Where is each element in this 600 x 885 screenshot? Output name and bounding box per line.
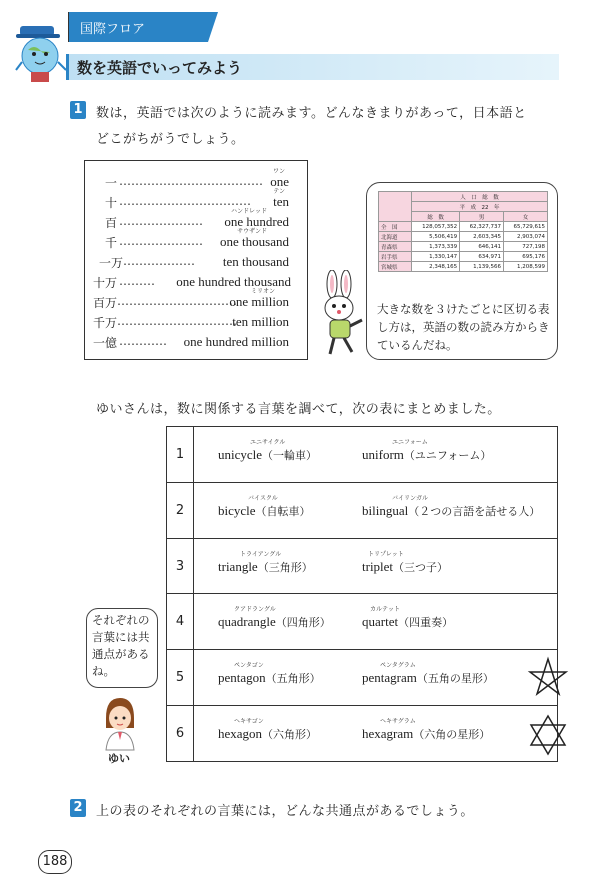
number-dots: ……………………………… (119, 174, 263, 188)
number-reading-box (84, 160, 308, 360)
section-tab-label: 国際フロア (80, 22, 146, 37)
page-number: 188 (38, 850, 72, 874)
q1-line1: 数は，英語では次のように読みます。どんなきまりがあって，日本語と (96, 106, 527, 121)
word-english: quartet (362, 614, 399, 630)
number-ruby: ワン (272, 168, 285, 175)
pop-header: 女 (504, 212, 548, 222)
question-number-1: 1 (70, 101, 86, 119)
character-name: ゆい (108, 752, 130, 765)
number-kanji: 一億 (93, 336, 118, 350)
word-english: bilingual (362, 502, 409, 518)
word-table (166, 426, 558, 762)
word-ruby: バイスクル (248, 494, 278, 502)
table-row: 岩手県 1,330,147 634,971 695,176 (379, 252, 548, 262)
word-english: quadrangle (218, 614, 276, 630)
number-kanji: 十万 (93, 276, 118, 290)
row-number: 1 (167, 427, 194, 483)
table-row (167, 594, 558, 650)
word-japanese: （四角形） (275, 616, 331, 630)
table-row: 宮城県 2,348,165 1,139,566 1,208,599 (379, 262, 548, 272)
table-row (167, 538, 558, 594)
population-table (378, 191, 548, 287)
number-kanji: 一 (105, 176, 118, 190)
pentagram-icon (526, 656, 570, 700)
table-row (167, 650, 558, 706)
word-japanese: （六角の星形） (413, 728, 491, 742)
number-ruby: ハンドレッド (231, 208, 267, 215)
number-english: ten thousand (222, 254, 289, 269)
word-japanese: （三つ子） (393, 560, 449, 574)
pop-era: 平 成 22 年 (412, 202, 548, 212)
table-row: 北海道 5,506,419 2,603,345 2,903,074 (379, 232, 548, 242)
word-english: unicycle (218, 447, 263, 462)
number-english: one hundred thousand (176, 274, 291, 289)
table-row (167, 706, 558, 762)
word-ruby: カルテット (370, 606, 401, 614)
word-japanese: （六角形） (262, 728, 318, 742)
word-japanese: （自転車） (255, 504, 311, 518)
number-row (85, 288, 307, 311)
q1-line2: どこがちがうでしょう。 (96, 132, 245, 147)
word-ruby: ユニサイクル (250, 439, 286, 446)
word-japanese: （五角の星形） (416, 672, 494, 686)
word-japanese: （四重奏） (398, 616, 454, 630)
word-english: hexagon (218, 726, 263, 742)
word-japanese: （一輪車） (262, 449, 318, 462)
word-japanese: （五角形） (265, 672, 321, 686)
number-row (85, 331, 307, 351)
number-dots: ………… (119, 334, 167, 348)
question-number-2: 2 (70, 799, 86, 817)
girl-character-icon (100, 696, 140, 752)
number-dots: ……………… (123, 254, 195, 268)
number-dots: …………………………… (119, 194, 251, 208)
word-ruby: バイリンガル (392, 494, 429, 502)
q2-text: 上の表のそれぞれの言葉には，どんな共通点があるでしょう。 (96, 804, 474, 819)
number-kanji: 十 (105, 196, 118, 210)
number-ruby: テン (273, 188, 285, 195)
number-english: one hundred (224, 214, 289, 229)
number-kanji: 千万 (93, 316, 118, 330)
number-english: one (270, 174, 289, 189)
word-ruby: ペンタグラム (380, 662, 416, 670)
word-ruby: ヘキサゴン (234, 718, 264, 726)
page-title (66, 54, 559, 80)
word-japanese: （ユニフォーム） (403, 449, 492, 462)
globe-mascot-icon (14, 20, 70, 86)
rabbit-character-icon (312, 270, 368, 362)
number-english: ten million (232, 314, 289, 329)
number-dots: ………………… (119, 214, 203, 228)
row-number: 3 (167, 538, 194, 594)
number-english: one hundred million (183, 334, 289, 349)
number-dots: ………………………… (117, 294, 237, 308)
table-row: 青森県 1,373,339 646,141 727,198 (379, 242, 548, 252)
word-english: triplet (362, 558, 394, 574)
word-ruby: トライアングル (240, 550, 282, 558)
word-ruby: ユニフォーム (392, 439, 428, 446)
word-english: hexagram (362, 726, 414, 742)
number-english: ten (273, 194, 289, 209)
page-title-text: 数を英語でいってみよう (77, 59, 243, 77)
number-dots: ………………… (119, 234, 203, 248)
number-kanji: 千 (105, 236, 118, 250)
word-ruby: トリプレット (368, 550, 404, 558)
table-row (167, 482, 558, 538)
number-dots: ……… (119, 274, 155, 288)
word-japanese: （２つの言語を話せる人） (408, 504, 541, 518)
number-row (85, 251, 307, 271)
word-english: bicycle (218, 502, 256, 518)
number-english: one million (229, 294, 289, 309)
word-ruby: クアドラングル (234, 606, 276, 614)
row-number: 6 (167, 706, 194, 762)
number-kanji: 百 (105, 216, 118, 230)
number-kanji: 一万 (99, 256, 124, 270)
number-dots: ………………………… (117, 314, 237, 328)
number-row (85, 311, 307, 331)
table-row: 全 国 128,057,352 62,327,737 65,729,615 (379, 222, 548, 232)
number-row (85, 208, 307, 231)
number-row (85, 228, 307, 251)
number-english: one thousand (220, 234, 289, 249)
word-english: pentagram (362, 670, 417, 686)
word-english: pentagon (218, 670, 266, 686)
word-english: triangle (218, 558, 258, 574)
number-ruby: ミリオン (251, 288, 275, 295)
pop-header: 総 数 (412, 212, 460, 222)
hexagram-icon (528, 714, 568, 756)
word-ruby: ペンタゴン (234, 662, 264, 670)
number-kanji: 百万 (93, 296, 118, 310)
callout-text: 大きな数を３けたごとに区切る表し方は，英語の数の読み方からきているんだね。 (377, 302, 550, 352)
word-english: uniform (362, 447, 404, 462)
intro-text: ゆいさんは，数に関係する言葉を調べて，次の表にまとめました。 (96, 402, 501, 417)
word-japanese: （三角形） (257, 560, 313, 574)
row-number: 2 (167, 482, 194, 538)
pop-title: 人 口 総 数 (412, 192, 548, 202)
speech-bubble-text: それぞれの言葉には共通点があるね。 (92, 613, 150, 678)
row-number: 4 (167, 594, 194, 650)
row-number: 5 (167, 650, 194, 706)
word-ruby: ヘキサグラム (380, 718, 416, 726)
number-ruby: サウザンド (237, 228, 267, 235)
number-row (85, 188, 307, 211)
table-row (167, 427, 558, 483)
pop-header: 男 (460, 212, 504, 222)
